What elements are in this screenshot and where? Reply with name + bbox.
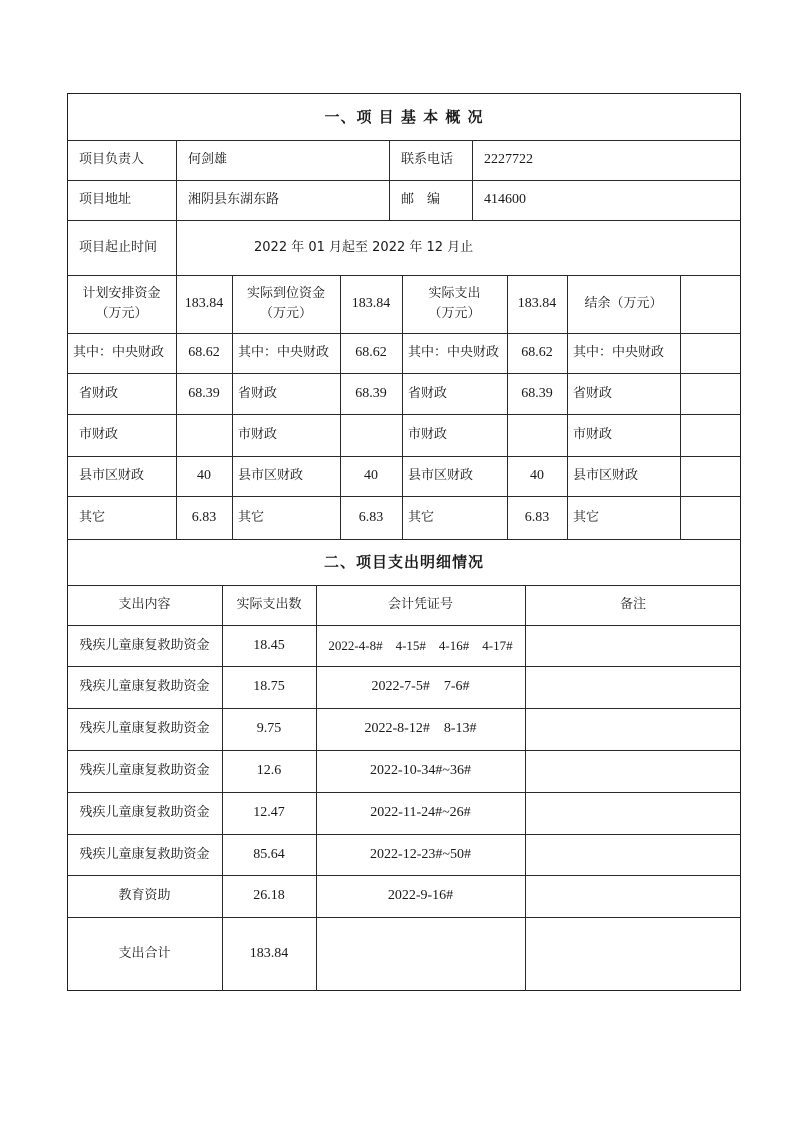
section2-title: 二、项目支出明细情况 xyxy=(323,553,484,571)
col-header-content: 支出内容 xyxy=(118,597,171,612)
phone-value: 2227722 xyxy=(484,152,533,167)
expense-amount: 85.64 xyxy=(253,846,285,862)
expense-amount: 12.6 xyxy=(256,763,282,778)
expense-content: 残疾儿童康复救助资金 xyxy=(79,763,210,778)
fund-value: 68.39 xyxy=(521,385,553,401)
received-funds-title: 实际到位资金 xyxy=(246,286,325,301)
fund-value: 40 xyxy=(364,468,378,483)
expense-amount: 26.18 xyxy=(253,888,285,903)
fund-label: 市财政 xyxy=(408,427,448,442)
fund-label: 市财政 xyxy=(573,427,613,442)
fund-label: 其中：中央财政 xyxy=(238,345,330,360)
planned-funds-total: 183.84 xyxy=(184,296,224,311)
section1-title: 一、项 目 基 本 概 况 xyxy=(324,107,484,126)
expense-content: 残疾儿童康复救助资金 xyxy=(79,846,210,862)
planned-funds-header xyxy=(67,275,176,333)
expense-note xyxy=(525,834,741,875)
fund-value: 68.62 xyxy=(355,345,387,360)
expense-content: 残疾儿童康复救助资金 xyxy=(79,679,210,694)
fund-label: 省财政 xyxy=(79,385,119,401)
fund-value xyxy=(680,414,741,456)
fund-label: 其它 xyxy=(79,509,106,525)
fund-value xyxy=(680,333,741,373)
fund-value: 68.62 xyxy=(188,345,220,360)
fund-value: 6.83 xyxy=(191,509,217,525)
spent-funds-total: 183.84 xyxy=(517,296,557,311)
expense-content: 残疾儿童康复救助资金 xyxy=(79,721,210,736)
spent-funds-header xyxy=(402,275,507,333)
fund-label: 省财政 xyxy=(573,385,613,401)
postcode-label: 邮 编 xyxy=(401,192,441,207)
expense-amount: 12.47 xyxy=(253,805,285,820)
expense-amount: 18.75 xyxy=(253,679,285,694)
fund-label: 市财政 xyxy=(238,427,278,442)
fund-label: 其中：中央财政 xyxy=(408,345,500,360)
expense-voucher: 2022-9-16# xyxy=(387,888,454,903)
fund-value xyxy=(507,414,567,456)
fund-label: 省财政 xyxy=(408,385,448,401)
planned-funds-unit: （万元） xyxy=(95,306,148,321)
balance-header: 结余（万元） xyxy=(584,296,663,311)
expense-content: 教育资助 xyxy=(118,888,171,903)
expense-voucher: 2022-7-5# 7-6# xyxy=(371,679,470,694)
fund-value: 68.39 xyxy=(355,385,387,401)
received-funds-header xyxy=(232,275,340,333)
address-value: 湘阴县东湖东路 xyxy=(188,192,280,207)
postcode-value: 414600 xyxy=(484,192,526,207)
address-label: 项目地址 xyxy=(79,192,132,207)
fund-value: 40 xyxy=(530,468,544,483)
fund-value: 68.39 xyxy=(188,385,220,401)
fund-value: 40 xyxy=(197,468,211,483)
expense-note xyxy=(525,666,741,708)
fund-value: 6.83 xyxy=(524,509,550,525)
expense-note xyxy=(525,792,741,834)
spent-funds-unit: （万元） xyxy=(428,306,481,321)
expense-amount: 9.75 xyxy=(256,721,282,736)
fund-label: 县市区财政 xyxy=(573,468,639,483)
expense-amount: 18.45 xyxy=(253,637,285,653)
fund-label: 其它 xyxy=(238,509,265,525)
balance-total xyxy=(680,275,741,333)
expense-voucher: 2022-11-24#~26# xyxy=(370,805,471,820)
fund-label: 省财政 xyxy=(238,385,278,401)
expense-content: 残疾儿童康复救助资金 xyxy=(79,805,210,820)
fund-value xyxy=(176,414,232,456)
leader-label: 项目负责人 xyxy=(79,152,145,167)
fund-label: 其中：中央财政 xyxy=(573,345,665,360)
col-header-voucher: 会计凭证号 xyxy=(387,597,453,612)
fund-label: 其它 xyxy=(573,509,600,525)
expense-note xyxy=(525,875,741,917)
fund-label: 市财政 xyxy=(79,427,119,442)
phone-label: 联系电话 xyxy=(401,152,454,167)
expense-content: 残疾儿童康复救助资金 xyxy=(79,637,210,653)
fund-value xyxy=(680,373,741,414)
period-value: 2022 年 01 月起至 2022 年 12 月止 xyxy=(254,239,474,255)
fund-value xyxy=(680,496,741,539)
expense-voucher: 2022-12-23#~50# xyxy=(370,846,471,862)
fund-label: 其它 xyxy=(408,509,435,525)
expense-voucher: 2022-8-12# 8-13# xyxy=(364,721,477,736)
expense-note xyxy=(525,708,741,750)
received-funds-total: 183.84 xyxy=(351,296,391,311)
fund-label: 县市区财政 xyxy=(408,468,474,483)
leader-value: 何剑雄 xyxy=(188,152,228,167)
col-header-amount: 实际支出数 xyxy=(236,597,302,612)
fund-value xyxy=(340,414,402,456)
fund-label: 县市区财政 xyxy=(238,468,304,483)
fund-label: 其中：中央财政 xyxy=(73,345,165,360)
total-amount: 183.84 xyxy=(249,946,289,961)
period-label: 项目起止时间 xyxy=(79,239,158,255)
planned-funds-title: 计划安排资金 xyxy=(82,286,161,301)
expense-note xyxy=(525,750,741,792)
total-label: 支出合计 xyxy=(118,946,171,961)
received-funds-unit: （万元） xyxy=(259,306,312,321)
spent-funds-title: 实际支出 xyxy=(428,286,481,301)
expense-note xyxy=(525,625,741,666)
fund-value: 68.62 xyxy=(521,345,553,360)
fund-value xyxy=(680,456,741,496)
col-header-note: 备注 xyxy=(619,597,646,612)
expense-voucher: 2022-10-34#~36# xyxy=(370,763,471,778)
fund-label: 县市区财政 xyxy=(79,468,145,483)
expense-voucher: 2022-4-8# 4-15# 4-16# 4-17# xyxy=(328,637,513,653)
fund-value: 6.83 xyxy=(358,509,384,525)
